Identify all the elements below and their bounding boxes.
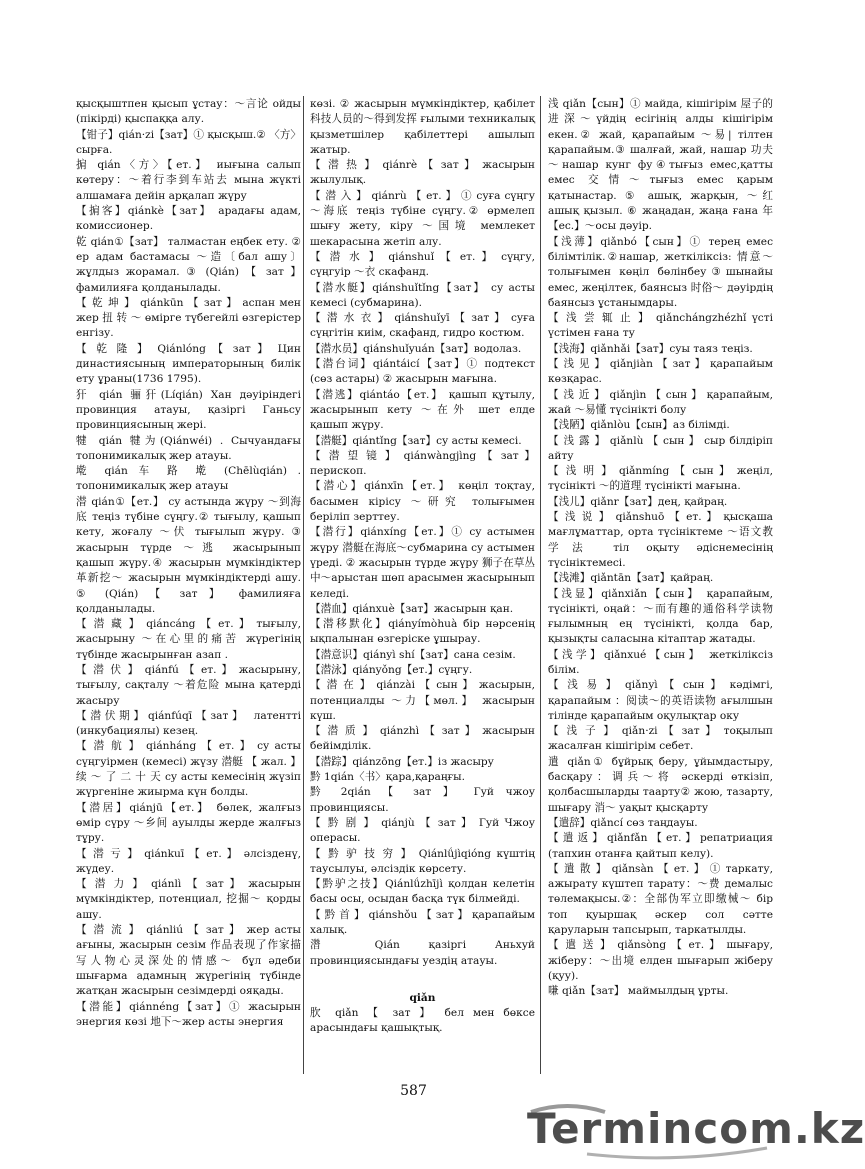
dictionary-entry: 【 乾 隆 】 Qiánlóng 【 зат 】 Цин династиясының императорының билік ету ұраны(1736 1795). [76, 342, 301, 386]
dictionary-entry: 【 浅 易 】 qiǎnyì 【 сын 】 кәдімгі, қарапайым ：阅读～的英语读物 ағылшын тілінде қарапайым оқулықтар оку [548, 679, 773, 722]
dictionary-entry: 【 潜 水 衣 】 qiánshuǐyī 【 зат 】 суға сүңгітін киім, скафанд, гидро костюм. [310, 312, 535, 340]
dictionary-entry: көзі. ② жасырын мүмкіндіктер, қабілет 科技人员的～得到发挥 ғылыми техникалық қызметшілер қабілеттері ашылып жатыр. [310, 98, 535, 156]
section-heading: qiǎn [409, 991, 436, 1004]
dictionary-entry: 【 潜 航 】 qiánháng 【 ет. 】 су асты сүңгуірмен (кемесі) жүзу 潜艇 【 жал. 】 续 ～ 了 二 十 天 су асты кемесінің жүзіп жүргеніне жиырма күн болды. [76, 740, 301, 799]
dictionary-entry: 【 潜 藏 】 qiáncáng 【 ет. 】 тығылу, жасырыну ～在心里的痛苦 жүрегінің түбінде жасырынған азап . [76, 618, 301, 661]
dictionary-entry: 【浅儿】qiǎnr【зат】дең, қайраң. [548, 495, 728, 508]
dictionary-entry: 【潜逃】qiántáo【ет.】 қашып құтылу, жасырынып кету ～在外 шет елде қашып жүру. [310, 388, 535, 432]
dictionary-entry: 【 黔 剧 】 qiánjù 【 зат 】 Гуй Чжоу операсы. [310, 816, 535, 845]
dictionary-entry: 濳 Qián қазіргі Аньхуй провинциясындағы уездің атауы. [310, 939, 535, 967]
dictionary-entry: 【 遣 返 】 qiǎnfǎn 【 ет. 】 репатриация (тапхин отанға қайтып келу). [548, 832, 773, 860]
dictionary-entry: 【 乾 坤 】 qiánkūn 【 зат 】 аспан мен жер 扭 转 ～ өмірге түбегейлі өзгерістер енгізу. [76, 296, 301, 340]
watermark-text: Termincom.kz [527, 1104, 865, 1153]
dictionary-entry: 墘 qián 车 路 墘 (Chēlùqián) . топонимикалық жер атауы [76, 465, 301, 493]
page-number: 587 [400, 1083, 427, 1099]
dictionary-entry: 【 黔 首 】 qiánshǒu 【 зат 】 қарапайым халық. [310, 908, 535, 937]
dictionary-entry: 【 浅 露 】 qiǎnlù 【 сын 】 сыр білдіріп айту [548, 434, 773, 462]
dictionary-entry: 遣 qiǎn① бұйрық беру, ұйымдастыру, басқару：调兵～将 әскерді өткізіп, қолбасшыларды таарту② жою, тазарту, шығару 消～ уақыт қысқарту [548, 755, 773, 814]
dictionary-entry: 【潜伏期】qiánfúqī【зат】 латентті (инкубациялы) кезең. [76, 709, 301, 738]
dictionary-entry: 【钳子】qián·zi【зат】① қысқыш.② 〈方〉сырға. [76, 128, 301, 156]
dictionary-entry: 【潜台词】qiántáicí【зат】① подтекст (сөз астары) ② жасырын мағына. [310, 358, 535, 386]
dictionary-entry: 【浅薄】qiǎnbó【сын】① терең емес білімтілік.②нашар, жеткіліксіз: 情意～ толығымен көңіл бөлінбеу③шынайы емес, жеңілтек, баянсыз 时俗～ дәуірдің баянсыз ұстанымдары. [548, 235, 773, 309]
dictionary-entry: 犍 qián 犍为(Qiánwéi) . Сычуандағы топонимикалық жер атауы. [76, 434, 301, 462]
dictionary-entry: 【潜踪】qiánzōng【ет.】із жасыру [310, 755, 494, 768]
dictionary-entry: 【潜意识】qiányì shí【зат】сана сезім. [310, 648, 516, 661]
dictionary-entry: 乾 qián①【зат】 талмастан еңбек ету. ② ер адам бастамасы ～造〔бал ашу〕 жұлдыз жорамал. ③ (Qián) 【 зат 】 фамилияға қолданылады. [76, 235, 301, 294]
dictionary-entry: 【潜行】qiánxíng【ет.】① су астымен жүру 潜艇在海底～субмарина су астымен үреді. ② жасырын түрде жүру 狮子在草丛中～арыстан шөп арасымен жасырынып келеді. [310, 526, 535, 600]
dictionary-entry: 【 潜 伏 】 qiánfú 【 ет. 】 жасырыну, тығылу, сақталу ～着危险 мына қатерді жасыру [76, 663, 301, 707]
dictionary-entry: 潜 qián①【ет.】 су астында жүру ～到海底 теңіз түбіне сүңгу.② тығылу, қашып кету, жоғалу ～伏 тығылып жүру. ③ жасырын түрде ～逃 жасырынып қашып жүру.④ жасырын мүмкіндіктер 革新挖～ жасырын мүмкіндіктерді ашу. ⑤ (Qián) 【 зат 】 фамилияға қолданылады. [76, 495, 301, 615]
dictionary-entry: 【 浅 近 】 qiǎnjìn 【 сын 】 қарапайым, жай ～易懂 түсінікті болу [548, 388, 773, 416]
dictionary-entry: 【 浅 尝 辄 止 】 qiǎnchángzhézhǐ үсті үстімен ғана ту [548, 312, 773, 340]
dictionary-entry: 【潜水员】qiánshuǐyuán【зат】водолаз. [310, 342, 522, 355]
dictionary-entry: 【 潜 流 】 qiánliú 【 зат 】 жер асты ағыны, жасырын сезім 作品表现了作家描写人物心灵深处的情感～ бұл әдеби шығарма адамның жүрегінің түбінде жатқан жасырын сезімдерді ояқады. [76, 924, 301, 998]
dictionary-entry: 【掮客】qiánkè【зат】 арадағы адам, комиссионер. [76, 205, 301, 233]
dictionary-entry: 【潜血】qiánxuè【зат】жасырын қан. [310, 602, 514, 615]
termincom-watermark-logo [527, 1098, 865, 1160]
dictionary-entry: 【潜水艇】qiánshuǐtǐng【зат】 су асты кемесі (субмарина). [310, 281, 535, 309]
dictionary-entry: 【潜心】qiánxīn【ет.】 көңіл тоқтау, басымен кірісу ～研究 толығымен беріліп зерттеу. [310, 480, 535, 524]
dictionary-entry: қысқыштпен қысып ұстау：～言论 ойды (пікірді) қыспаққа алу. [76, 98, 301, 126]
dictionary-entry: 【潜艇】qiántǐng【зат】су асты кемесі. [310, 434, 522, 447]
dictionary-entry: 【 潜 水 】 qiánshuǐ 【 ет. 】 сүңгу, сүңгуір ～衣 скафанд. [310, 250, 535, 279]
dictionary-entry: 【 潜 在 】 qiánzài 【 сын 】 жасырын, потенциалды ～力【мөл.】 жасырын күш. [310, 679, 535, 722]
dictionary-entry: 【 遣 送 】 qiǎnsòng 【 ет. 】 шығару, жіберу：～出境 елден шығарып жіберу (қуу). [548, 939, 773, 982]
dictionary-entry: 【浅海】qiǎnhǎi【зат】суы таяз теңіз. [548, 342, 753, 355]
dictionary-entry: 【 浅 见 】 qiǎnjiàn 【 зат 】 қарапайым көзқарас. [548, 358, 773, 386]
right-column [548, 97, 773, 1000]
dictionary-entry: 黔 2qián 【 зат 】 Гуй чжоу провинциясы. [310, 786, 535, 814]
dictionary-entry: 【 遣 散 】 qiǎnsàn 【 ет. 】 ① таркату, ажырату күштеп тарату：～费 демалыс төлемақысы.②：全部伪军立即缴械～ бір топ қуыршақ әскер сол сәтте қаруларын тапсырып, таркатылды. [548, 862, 773, 937]
dictionary-entry: 【潜泳】qiányǒng【ет.】сүңгу. [310, 663, 473, 676]
left-column [76, 97, 301, 1030]
column-divider [303, 96, 304, 1074]
dictionary-entry: 【 浅 明 】 qiǎnmíng 【 сын 】 жеңіл, түсінікті ～的道理 түсінікті мағына. [548, 465, 773, 493]
dictionary-entry: 嗛 qiǎn【зат】 маймылдың ұрты. [548, 985, 729, 998]
dictionary-entry: 【 潜 入 】 qiánrù 【 ет. 】 ① суға сүңгу ～海底 теңіз түбіне сүңгу.② өрмелеп шығу жету, кіру ～国境 мемлекет шекарасына жетіп алу. [310, 189, 535, 248]
dictionary-entry: 【 潜 热 】 qiánrè 【 зат 】 жасырын жылулық. [310, 159, 535, 187]
dictionary-entry: 【 潜 望 镜 】 qiánwàngjìng 【 зат 】 перископ. [310, 449, 535, 478]
dictionary-entry: 肷 qiǎn 【 зат 】 бел мен бөксе арасындағы қашықтық. [310, 1006, 535, 1035]
dictionary-entry: 【 浅 说 】 qiǎnshuō 【 ет. 】 қысқаша мағлұматтар, орта түсініктеме ～语文教学法 тіл оқыту әдіснемесінің түсініктемесі. [548, 511, 773, 569]
dictionary-entry: 【 黔 驴 技 穷 】 Qiánlǘjìqióng күштің таусылуы, әлсіздік көрсету. [310, 847, 535, 875]
dictionary-entry: 【潜居】qiánjū【ет.】 бөлек, жалғыз өмір сүру ～乡间 ауылды жерде жалғыз тұру. [76, 801, 301, 845]
dictionary-entry: 【 潜 质 】 qiánzhì 【 зат 】 жасырын бейімділік. [310, 725, 535, 753]
dictionary-entry: 【黔驴之技】Qiánlǘzhījì қолдан келетін басы осы, осыдан басқа түк білмейді. [310, 878, 535, 906]
dictionary-entry: 【 潜 力 】 qiánlì 【 зат 】 жасырын мүмкіндіктер, потенциал, 挖掘～ қорды ашу. [76, 878, 301, 921]
middle-column [310, 97, 535, 1037]
dictionary-entry: 浅 qiǎn【сын】① майда, кішігірім 屋子的进深～үйдің есігінің алды кішігірім екен.② жай, қарапайым ～易| тілтен қарапайым.③ шалғай, жай, нашар 功夫～нашар кунг фу④тығыз емес,қатты емес 交情～тығыз емес қарым қатынастар. ⑤ ашық, жарқын, ～红 ашық қызыл. ⑥ жаңадан, жаңа ғана 年【ес.】～осы дәуір. [548, 98, 773, 233]
dictionary-entry: 【遣辞】qiǎncí сөз таңдауы. [548, 816, 698, 829]
dictionary-entry: 【 浅 子 】 qiǎn·zi 【 зат 】 тоқылып жасалған кішігірім себет. [548, 725, 773, 753]
dictionary-entry: 黔 1qián〈书〉қара,қараңғы. [310, 771, 465, 784]
dictionary-entry: 【浅滩】qiǎntān【зат】қайраң. [548, 572, 714, 585]
column-divider [540, 96, 541, 1074]
dictionary-entry: 【浅显】qiǎnxiǎn【сын】 қарапайым, түсінікті, оңай：～而有趣的通俗科学读物 ғылымның ең түсінікті, қолда бар, қызықты саласына кітаптар жатады. [548, 587, 773, 646]
dictionary-entry: 【 潜 亏 】 qiánkuī 【 ет. 】 әлсізденү, жүдеу. [76, 847, 301, 875]
dictionary-entry: 掮 qián〈方〉【ет.】 иығына салып көтеру：～着行李到车站去 мына жүкті алшамаға дейін арқалап жүру [76, 159, 301, 202]
dictionary-entry: 犴 qián 骊犴(Líqián) Хан дәуіріндегі провинция атауы, қазіргі Ганьсу провинциясының жері. [76, 388, 301, 432]
dictionary-entry: 【潜能】qiánnéng【зат】① жасырын энергия көзі 地下～жер асты энергия [76, 1000, 301, 1028]
dictionary-entry: 【潜移默化】qiányímòhuà бір нәрсенің ықпалынан өзгеріске ұшырау. [310, 618, 535, 646]
dictionary-entry: 【浅陋】qiǎnlòu【сын】аз білімді. [548, 419, 730, 432]
dictionary-entry: 【浅学】qiǎnxué【сын】 жеткіліксіз білім. [548, 648, 773, 676]
